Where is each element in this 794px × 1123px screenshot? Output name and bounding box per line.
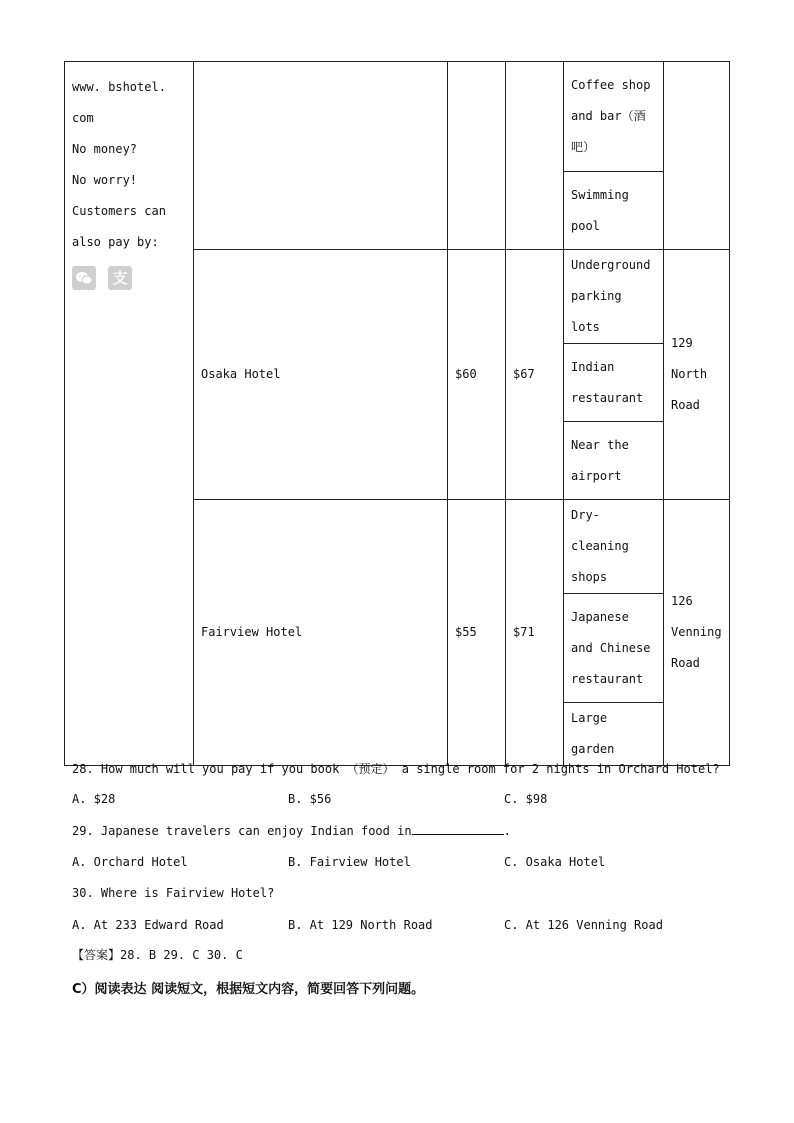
option-28-a: A. $28 bbox=[72, 792, 116, 806]
payment-info-line: Customers can bbox=[72, 204, 166, 218]
question-29 bbox=[72, 823, 511, 838]
price-cell bbox=[448, 62, 506, 250]
feature-cell: Swimming pool bbox=[564, 172, 664, 250]
payment-info-line: www. bshotel. bbox=[72, 80, 166, 94]
question-29-text: 29. Japanese travelers can enjoy Indian food in bbox=[72, 824, 412, 838]
hotel-name-cell bbox=[194, 62, 448, 250]
feature-cell: Large garden bbox=[564, 703, 664, 766]
price-cell: $60 bbox=[448, 250, 506, 500]
payment-info-line: No money? bbox=[72, 142, 138, 156]
option-30-c: C. At 126 Venning Road bbox=[504, 918, 663, 932]
option-28-b: B. $56 bbox=[288, 792, 332, 806]
price-cell: $67 bbox=[506, 250, 564, 500]
feature-cell: Japanese and Chinese restaurant bbox=[564, 594, 664, 703]
option-28-c: C. $98 bbox=[504, 792, 548, 806]
hotel-name-cell: Osaka Hotel bbox=[194, 250, 448, 500]
alipay-icon: 支 bbox=[108, 266, 132, 290]
question-30: 30. Where is Fairview Hotel? bbox=[72, 886, 275, 900]
feature-cell: Indian restaurant bbox=[564, 344, 664, 422]
payment-info-line: also pay by: bbox=[72, 235, 159, 249]
price-cell: $55 bbox=[448, 500, 506, 766]
payment-info-cell bbox=[65, 62, 194, 766]
hotel-name-cell: Fairview Hotel bbox=[194, 500, 448, 766]
feature-cell: Coffee shop and bar（酒吧） bbox=[564, 62, 664, 172]
payment-info-line: No worry! bbox=[72, 173, 138, 187]
wechat-pay-icon bbox=[72, 266, 96, 290]
payment-icons bbox=[72, 266, 186, 290]
feature-cell: Dry-cleaning shops bbox=[564, 500, 664, 594]
option-29-b: B. Fairview Hotel bbox=[288, 855, 411, 869]
price-cell bbox=[506, 62, 564, 250]
section-heading: C）阅读表达 阅读短文，根据短文内容，简要回答下列问题。 bbox=[72, 982, 425, 997]
hotel-table bbox=[64, 61, 730, 766]
answer-key: 【答案】28. B 29. C 30. C bbox=[72, 948, 243, 962]
payment-info-line: com bbox=[72, 111, 94, 125]
option-29-c: C. Osaka Hotel bbox=[504, 855, 606, 869]
option-29-a: A. Orchard Hotel bbox=[72, 855, 188, 869]
address-cell bbox=[664, 62, 730, 250]
feature-cell: Near the airport bbox=[564, 422, 664, 500]
price-cell: $71 bbox=[506, 500, 564, 766]
question-28: 28. How much will you pay if you book （预定） a single room for 2 nights in Orchard Hotel? bbox=[72, 762, 720, 776]
feature-cell: Underground parking lots bbox=[564, 250, 664, 344]
option-30-a: A. At 233 Edward Road bbox=[72, 918, 224, 932]
address-cell: 129 North Road bbox=[664, 250, 730, 500]
option-30-b: B. At 129 North Road bbox=[288, 918, 433, 932]
answer-blank bbox=[412, 823, 504, 835]
address-cell: 126 Venning Road bbox=[664, 500, 730, 766]
question-29-end: . bbox=[503, 824, 511, 838]
